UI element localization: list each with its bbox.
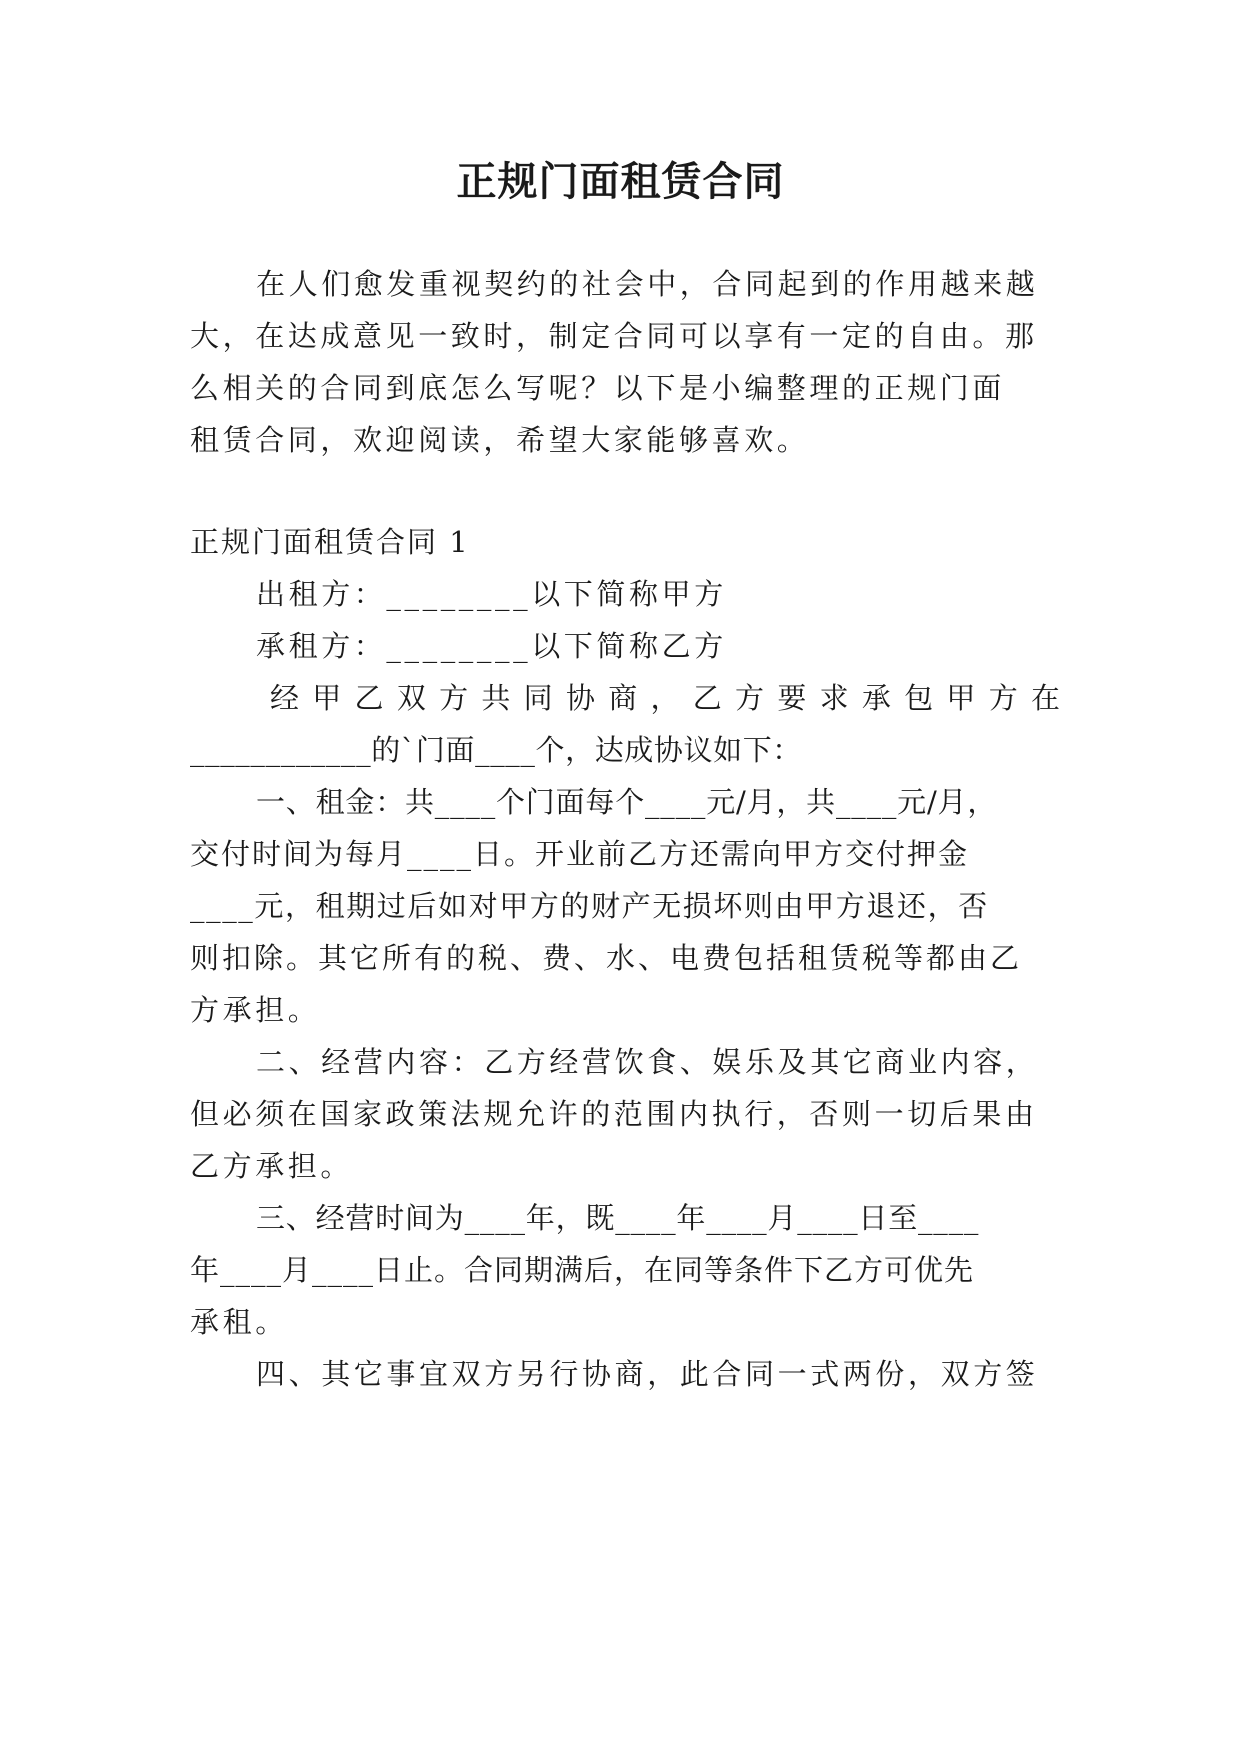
clause-3-line-3: 承租。 [190,1305,288,1339]
clause-1-line-1: 一、租金：共____个门面每个____元/月，共____元/月， [256,785,998,819]
intro-line-2: 大，在达成意见一致时，制定合同可以享有一定的自由。那 [190,319,1038,353]
clause-3-line-2: 年____月____日止。合同期满后，在同等条件下乙方可优先 [190,1253,975,1287]
intro-line-1: 在人们愈发重视契约的社会中，合同起到的作用越来越 [256,267,1039,301]
lessee-line: 承租方：________以下简称乙方 [256,629,727,663]
clause-1-line-2: 交付时间为每月____日。开业前乙方还需向甲方交付押金 [190,837,970,871]
intro-line-4: 租赁合同，欢迎阅读，希望大家能够喜欢。 [190,423,810,457]
agreement-line-1: 经 甲 乙 双 方 共 同 协 商 ， 乙 方 要 求 承 包 甲 方 在 [270,681,1060,715]
intro-line-3: 么相关的合同到底怎么写呢？以下是小编整理的正规门面 [190,371,1006,405]
clause-1-line-5: 方承担。 [190,993,321,1027]
document-title: 正规门面租赁合同 [456,159,785,205]
clause-2-line-3: 乙方承担。 [190,1149,354,1183]
clause-2-line-1: 二、经营内容：乙方经营饮食、娱乐及其它商业内容， [256,1045,1039,1079]
agreement-line-2: ____________的`门面____个，达成协议如下： [190,733,802,767]
section-heading: 正规门面租赁合同 1 [190,525,470,559]
clause-1-line-4: 则扣除。其它所有的税、费、水、电费包括租赁税等都由乙 [190,941,1023,975]
clause-1-line-3: ____元，租期过后如对甲方的财产无损坏则由甲方退还，否 [190,889,989,923]
lessor-line: 出租方：________以下简称甲方 [256,577,727,611]
clause-3-line-1: 三、经营时间为____年，既____年____月____日至____ [256,1201,980,1235]
clause-2-line-2: 但必须在国家政策法规允许的范围内执行，否则一切后果由 [190,1097,1038,1131]
clause-4-line-1: 四、其它事宜双方另行协商，此合同一式两份，双方签 [256,1357,1039,1391]
